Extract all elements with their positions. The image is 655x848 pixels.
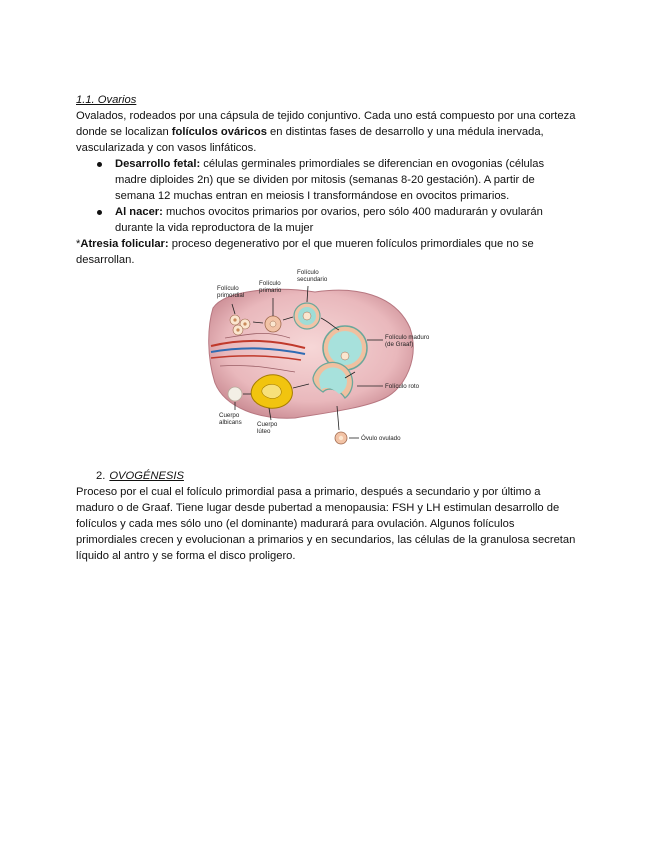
- corpus-albicans: [228, 387, 242, 401]
- label-foliculo-secundario-2: secundario: [297, 276, 328, 283]
- bullet-dot-icon: [97, 210, 102, 215]
- bullet-term: Al nacer:: [115, 206, 163, 218]
- ovulated-ovum: [335, 432, 347, 444]
- bullet-text: células germinales primordiales se diferencian en ovogonias (células madre diploides 2n) que se dividen por mitosis (semanas 8-20 gestación). A partir de semana 12 muchas entran en meiosis I transformándose en ovocitos primarios.: [115, 158, 545, 202]
- label-cuerpo-albicans-2: albicans: [219, 419, 242, 426]
- ovary-illustration: [205, 268, 445, 448]
- intro-text-end: en distintas fases de desarrollo y una médula inervada, vascularizada y con vasos linfáticos.: [76, 126, 544, 154]
- ovogenesis-paragraph: Proceso por el cual el folículo primordial pasa a primario, después a secundario y por último a maduro o de Graaf. Tiene lugar desde pubertad a menopausia: FSH y LH estimulan desarrollo de folículos y cada mes sólo uno (el dominante) madurará para ovulación. Algunos folículos primordiales crecen y evolucionan a primarios y en secundarios, las células de la granulosa secretan líquido al antro y se forma el disco proligero.: [76, 486, 576, 562]
- label-cuerpo-luteo-2: lúteo: [257, 428, 271, 435]
- intro-paragraph: [76, 108, 576, 156]
- list-item: [76, 156, 576, 204]
- section-title: OVOGÉNESIS: [109, 470, 184, 482]
- section-ovogenesis: [76, 468, 576, 564]
- label-cuerpo-luteo: Cuerpo: [257, 421, 278, 428]
- primary-follicle: [265, 316, 281, 332]
- label-foliculo-primario: Folículo: [259, 280, 281, 287]
- bullet-text: muchos ovocitos primarios por ovarios, pero sólo 400 madurarán y ovularán durante la vida reproductora de la mujer: [115, 206, 543, 234]
- label-foliculo-roto: Folículo roto: [385, 383, 420, 390]
- label-foliculo-maduro-2: (de Graaf): [385, 341, 414, 348]
- section-heading-ovogenesis: [76, 468, 576, 484]
- label-foliculo-maduro: Folículo maduro: [385, 334, 430, 341]
- section-ovarios: [76, 92, 576, 268]
- intro-bold-term: folículos ováricos: [171, 126, 267, 138]
- list-item: [76, 204, 576, 236]
- note-prefix: *: [76, 238, 81, 250]
- label-foliculo-secundario: Folículo: [297, 269, 319, 276]
- label-foliculo-primordial-2: primordial: [217, 292, 245, 299]
- label-ovulo-ovulado: Óvulo ovulado: [361, 435, 401, 442]
- intro-text: Ovalados, rodeados por una cápsula de tejido conjuntivo. Cada uno está compuesto por una corteza donde se localizan: [76, 110, 576, 138]
- bullet-list: [76, 156, 576, 236]
- section-number: 2.: [96, 470, 106, 482]
- bullet-term: Desarrollo fetal:: [115, 158, 201, 170]
- label-foliculo-primario-2: primario: [259, 287, 282, 294]
- ovary-diagram: [205, 268, 445, 448]
- bullet-dot-icon: [97, 162, 102, 167]
- note-text: proceso degenerativo por el que mueren folículos primordiales que no se desarrollan.: [76, 238, 534, 266]
- atresia-note: [76, 236, 576, 268]
- label-cuerpo-albicans: Cuerpo: [219, 412, 240, 419]
- note-term: Atresia folicular:: [80, 238, 169, 250]
- secondary-follicle: [294, 303, 320, 329]
- label-foliculo-primordial: Folículo: [217, 285, 239, 292]
- section-heading-ovarios: 1.1. Ovarios: [76, 94, 137, 106]
